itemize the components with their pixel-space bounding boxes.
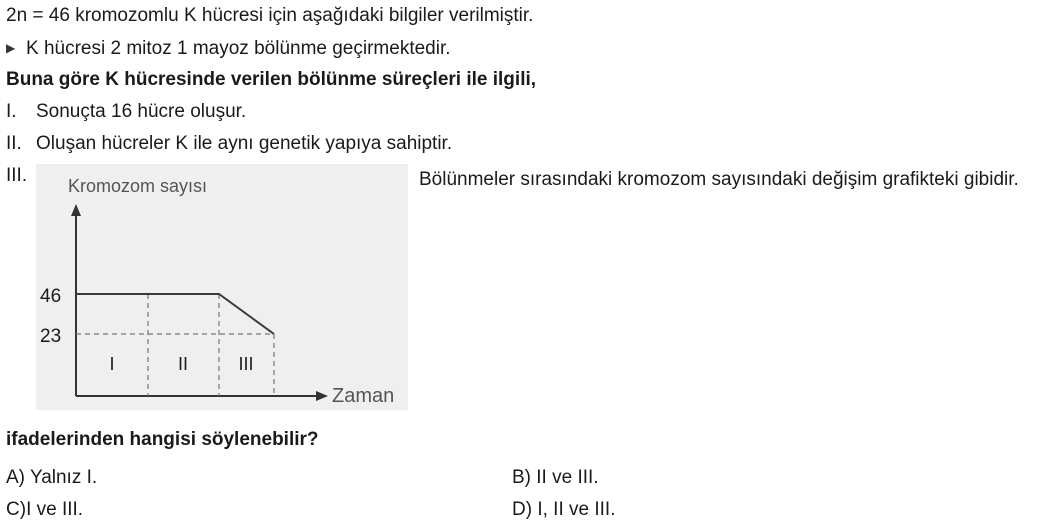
option-b-label: B): [512, 467, 531, 488]
option-a-text: Yalnız I.: [29, 467, 98, 488]
prompt-text: Buna göre K hücresinde verilen bölünme süreçleri ile ilgili,: [6, 69, 537, 90]
triangle-bullet-icon: ▶: [6, 41, 16, 55]
option-c-label: C): [6, 499, 27, 520]
chart-ylabel: Kromozom sayısı: [68, 176, 208, 196]
statement-1: [6, 100, 246, 124]
option-c[interactable]: [6, 498, 83, 522]
phase-label-2: II: [177, 354, 189, 374]
option-d-label: D): [512, 499, 533, 520]
statement-2-text: Oluşan hücreler K ile aynı genetik yapıya sahiptir.: [36, 133, 453, 154]
option-b[interactable]: [512, 466, 599, 490]
option-a-label: A): [6, 467, 25, 488]
statement-2: [6, 132, 452, 156]
statement-3-text: Bölünmeler sırasındaki kromozom sayısındaki değişim grafikteki gibidir.: [419, 169, 1019, 190]
option-b-text: II ve III.: [536, 467, 599, 488]
phase-label-3: III: [238, 354, 254, 374]
chart-background: [36, 164, 408, 410]
intro-text: 2n = 46 kromozomlu K hücresi için aşağıdaki bilgiler verilmiştir.: [6, 5, 534, 26]
chart-ytick-46: 46: [40, 286, 62, 307]
option-d[interactable]: [512, 498, 615, 522]
statement-1-number: I.: [6, 101, 17, 122]
closing-question: ifadelerinden hangisi söylenebilir?: [6, 429, 319, 450]
chart-xlabel: Zaman: [332, 385, 395, 407]
chromosome-chart: [36, 164, 408, 410]
option-c-text: I ve III.: [26, 499, 84, 520]
info-text: K hücresi 2 mitoz 1 mayoz bölünme geçirmektedir.: [26, 38, 451, 59]
statement-2-number: II.: [6, 133, 22, 154]
phase-label-1: I: [109, 354, 115, 374]
chart-ytick-23: 23: [40, 326, 62, 347]
statement-3-number: III.: [6, 165, 28, 186]
option-a[interactable]: [6, 466, 97, 490]
info-line: [6, 36, 451, 61]
option-d-text: I, II ve III.: [537, 499, 616, 520]
statement-1-text: Sonuçta 16 hücre oluşur.: [36, 101, 247, 122]
